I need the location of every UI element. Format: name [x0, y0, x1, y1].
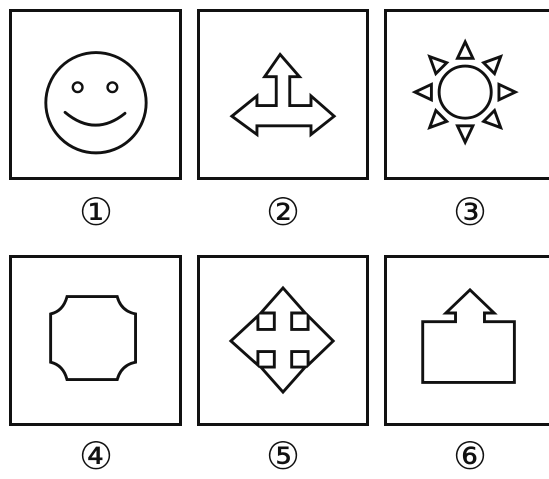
smiley-face-icon [12, 12, 179, 177]
figure-label-6: ⑥ [452, 434, 488, 478]
sun-ray-7 [415, 84, 431, 99]
figure-label-3: ③ [452, 190, 488, 234]
figure-panel-2 [197, 9, 369, 180]
sun-ray-1 [457, 42, 472, 58]
sun-ray-5 [457, 126, 472, 142]
rectangle-with-up-arrow-icon [387, 258, 549, 423]
figure-panel-6 [384, 255, 549, 426]
sun-icon [387, 12, 549, 177]
three-way-arrow-icon [200, 12, 366, 177]
figure-label-1: ① [78, 190, 114, 234]
sun-ray-3 [499, 84, 515, 99]
figure-panel-3 [384, 9, 549, 180]
sun-ray-8 [430, 57, 447, 74]
figure-panel-5 [197, 255, 369, 426]
four-way-arrow-icon [200, 258, 366, 423]
figure-label-2: ② [265, 190, 301, 234]
figure-label-4: ④ [78, 434, 114, 478]
notched-octagon-icon [12, 258, 179, 423]
sun-ray-6 [430, 111, 447, 128]
figure-panel-1 [9, 9, 182, 180]
sun-ray-4 [484, 111, 501, 128]
sun-ray-2 [484, 57, 501, 74]
figure-panel-4 [9, 255, 182, 426]
figure-label-5: ⑤ [265, 434, 301, 478]
